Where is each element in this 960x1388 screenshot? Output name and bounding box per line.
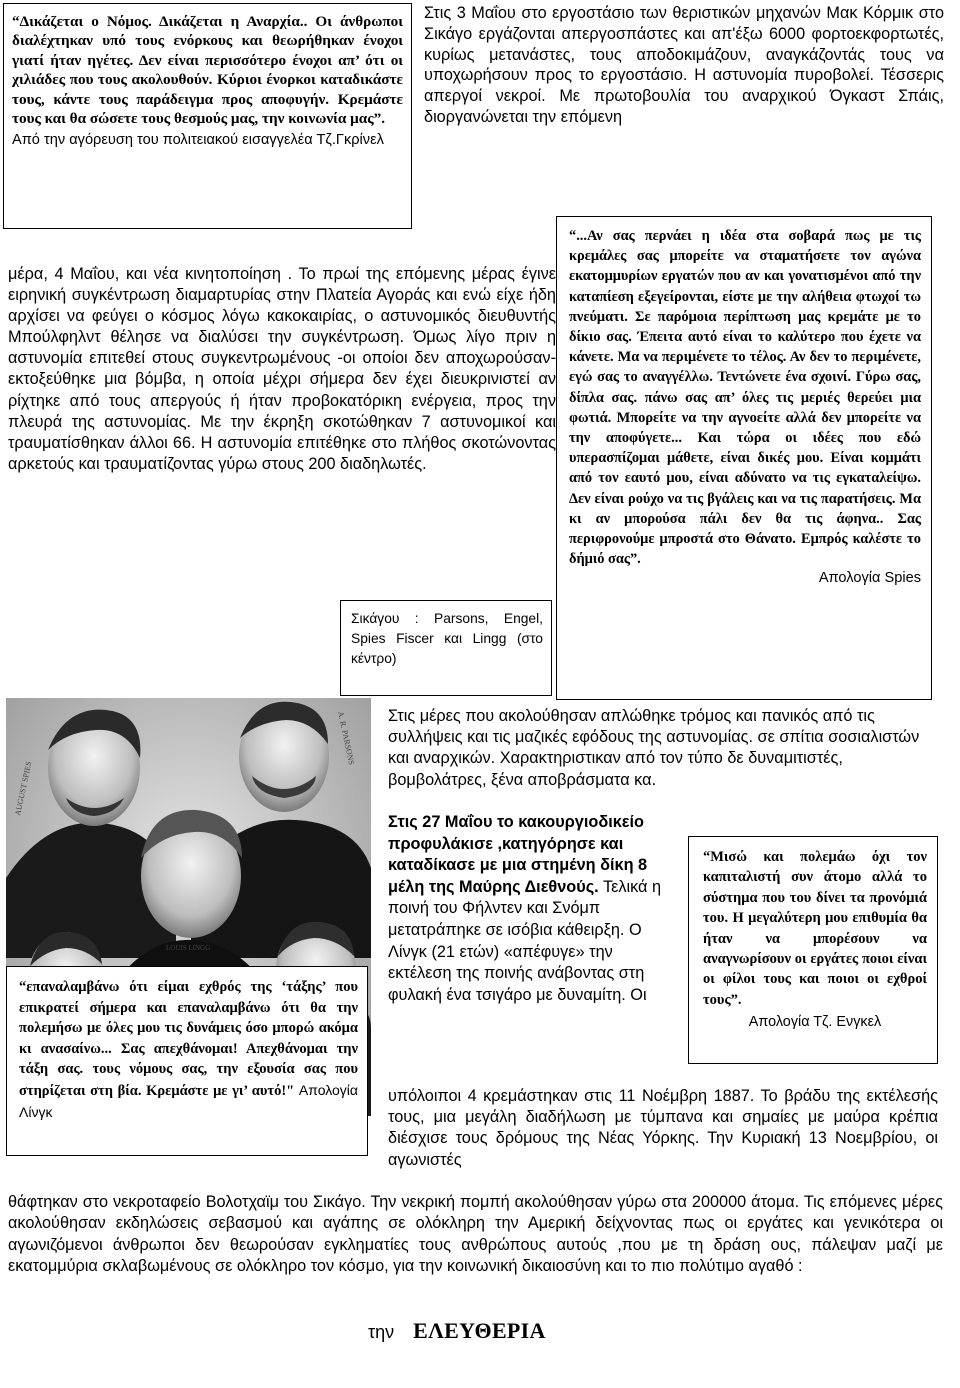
closing-line [368, 1318, 546, 1344]
spies-quote-box [556, 216, 932, 700]
middle-text-bold: Στις 27 Μαΐου το κακουργιοδικείο προφυλάκισε ,κατηγόρησε και καταδίκασε με μια στημένη δίκη 8 μέλη της Μαύρης Διεθνούς. [388, 813, 648, 896]
lingg-quote-box [6, 966, 368, 1156]
lingg-quote-attribution: Απολογία Λίνγκ [19, 1081, 358, 1120]
prosecutor-quote-text: “Δικάζεται ο Νόμος. Δικάζεται η Αναρχία.. Οι άνθρωποι διαλέχτηκαν υπό τους ενόρκους και θεωρήθηκαν ένοχοι γιατί ήταν ηγέτες. Δεν είναι περισσότερο ένοχοι απ’ ότι οι χιλιάδες που τους ακολουθούν. Κύριοι ένορκοι καταδικάστε τους, κάντε τους παράδειγμα προς αποφυγήν. Κρεμάστε τους και θα σώσετε τους θεσμούς μας, την κοινωνία μας”. [12, 13, 403, 128]
engel-quote-attribution: Απολογία Τζ. Ενγκελ [748, 1014, 882, 1031]
middle-lower-paragraph: υπόλοιποι 4 κρεμάστηκαν στις 11 Νοέμβρη 1887. Το βράδυ της εκτέλεσής τους, μια μεγάλη διαδήλωση με τύμπανα και σημαίες με μαύρα κρέπια διέσχισε τους δρόμους της Νέας Υόρκης. Την Κυριακή 13 Νοεμβρίου, οι αγωνιστές [388, 1087, 938, 1169]
middle-paragraph-narrow [388, 812, 678, 1006]
closing-prefix: την [368, 1322, 395, 1342]
photo-label-spies: AUGUST SPIES [13, 760, 34, 817]
engel-quote-text: “Μισώ και πολεμάω όχι τον καπιταλιστή συν άτομο αλλά το σύστημα που του δίνει τα προνόμιά του. Η μεγαλύτερη μου επιθυμία θα ήταν να μπορέσουν να αναγνωρίσουν οι εργάτες ποιοι είναι οι φίλοι τους και ποιοι οι εχθροί τους”. [703, 849, 927, 1008]
prosecutor-quote-attribution: Από την αγόρευση του πολιτειακού εισαγγελέα Τζ.Γκρίνελ [12, 132, 384, 149]
photo-caption-text: Σικάγου : Parsons, Engel, Spies Fiscer και Lingg (στο κέντρο) [351, 611, 543, 666]
bottom-paragraph: θάφτηκαν στο νεκροταφείο Βολοτχαϊμ του Σικάγο. Την νεκρική πομπή ακολούθησαν γύρω στα 200000 άτομα. Τις επόμενες μέρες ακολούθησαν εκδηλώσεις σεβασμού και αγάπης σε ολόκληρη την Αμερική δείχνοντας πως οι εργάτες και γενικότερα οι αγωνιζόμενοι άνθρωποι δεν θεωρούσαν εγκληματίες τους ανθρώπους αυτούς ,που με τη δράση ους, πάλεψαν μαζί με εκατομμύρια σκλαβωμένους σε ολόκληρο τον κόσμο, για την κοινωνική δικαιοσύνη και το πιο πολύτιμο αγαθό : [8, 1193, 943, 1276]
middle-text-part2: Τελικά η ποινή του Φήλντεν και Σνόμπ μετατράπηκε σε ισόβια κάθειρξη. Ο Λίνγκ (21 ετών) «απέφυγε» την εκτέλεση της ποινής ανάβοντας στη φυλακή ένα τσιγάρο με δυναμίτη. Οι [388, 877, 662, 1004]
photo-label-parsons: A. R. PARSONS [336, 710, 357, 766]
middle-text-part1: Στις μέρες που ακολούθησαν απλώθηκε τρόμος και πανικός από τις συλλήψεις και τις μαζικές εφόδους της αστυνομίας. σε σπίτια σοσιαλιστών και αναρχικών. Χαρακτηριστικαν από τον τύπο δε δυναμιτιστές, βομβολάτρες, ξένα αποβράσματα κα. [388, 707, 920, 789]
engel-quote-box [688, 836, 938, 1064]
spies-quote-attribution: Απολογία Spies [818, 570, 921, 587]
lingg-quote-text: “επαναλαμβάνω ότι είμαι εχθρός της ‘τάξης’ που επικρατεί σήμερα και επαναλαμβάνω ότι θα την πολεμήσω με όλες μου τις δυνάμεις όσο μπορώ ακόμα κι ανασαίνω... Σας απεχθάνομαι! Απεχθάνομαι την τάξη σας. τους νόμους σας, την εξουσία σας που στηρίζεται στη βία. Κρεμάστε με γι’ αυτό!" [19, 979, 358, 1099]
prosecutor-quote-box [3, 3, 412, 229]
closing-word: ΕΛΕΥΘΕΡΙΑ [413, 1318, 546, 1343]
spies-quote-text: “...Αν σας περνάει η ιδέα στα σοβαρά πως με τις κρεμάλες σας μπορείτε να σταματήσετε τον αγώνα εκατομμυρίων εργατών που αν και γονατισμένοι από την καταπίεση εξεγείρονται, είστε με την αλήθεια φτωχοί τω πνεύματι. Σε παρόμοια περίπτωση μας κρεμάτε με το δίκιο σας. Έπειτα αυτό είναι το καλύτερο που έχετε να κάνετε. Μα να περιμένετε το τέλος. Αν δεν το περιμένετε, εγώ σας το αναγγέλλω. Τεντώνετε ένα σχοινί. Γύρω σας, δίπλα σας. πάνω σας απ’ όλες τις μεριές θερεύει μια φωτιά. Μπορείτε να την αγνοείτε αλλά δεν μπορείτε να την αποφύγετε... Και τώρα οι ιδέες που εδώ υπερασπίζομαι μάθετε, είναι δικές μου. Είναι κομμάτι από τον εαυτό μου, είναι αδύνατο να τις εγκαταλείψω. Δεν είναι ρούχο να τις βγάλεις και να τις παρατήσεις. Μα κι αν μπορούσα πάλι δεν θα τις άφηνα.. Σας περιφρονούμε μπροστά στο Θάνατο. Εμπρός καλέστε το δήμιό σας”. [569, 228, 921, 568]
middle-paragraph [388, 706, 948, 791]
main-paragraph: μέρα, 4 Μαΐου, και νέα κινητοποίηση . Το πρωί της επόμενης μέρας έγινε ειρηνική συγκέντρωση διαμαρτυρίας στην Πλατεία Αγοράς και ενώ είχε ήδη αρχίσει να φεύγει ο κόσμος λόγω κακοκαιρίας, ο αστυνομικός διευθυντής Μπούλφηλντ θέλησε να διαλύσει την συγκέντρωση. Όμως λίγο πριν η αστυνομία επιτεθεί στους συγκεντρωμένους -οι οποίοι δεν αποχωρούσαν- εκτοξεύθηκε μια βόμβα, η οποία μέχρι σήμερα δεν έχει διευκρινιστεί αν ρίχτηκε από τους απεργούς ή ήταν προβοκατόρικη ενέργεια, προς την πλευρά της αστυνομίας. Με την έκρηξη σκοτώθηκαν 7 αστυνομικοί και τραυματίσθηκαν άλλοι 66. Η αστυνομία επιτέθηκε στο πλήθος σκοτώνοντας αρκετούς και τραυματίζοντας γύρω στους 200 διαδηλωτές. [8, 265, 556, 473]
photo-caption-box [340, 600, 552, 696]
photo-label-lingg: LOUIS LINGG [166, 944, 211, 952]
intro-paragraph: Στις 3 Μαΐου στο εργοστάσιο των θεριστικών μηχανών Μακ Κόρμικ στο Σικάγο εργάζονται απεργοσπάστες και απ'έξω 6000 φορτοεκφορτωτές, κυρίως μετανάστες, τους αποδοκιμάζουν, αναγκάζοντάς τους να υποχωρήσουν προς το εργοστάσιο. Η αστυνομία πυροβολεί. Τέσσερις απεργοί νεκροί. Με πρωτοβουλία του αναρχικού Όγκαστ Σπάις, διοργανώνεται την επόμενη [424, 4, 944, 126]
